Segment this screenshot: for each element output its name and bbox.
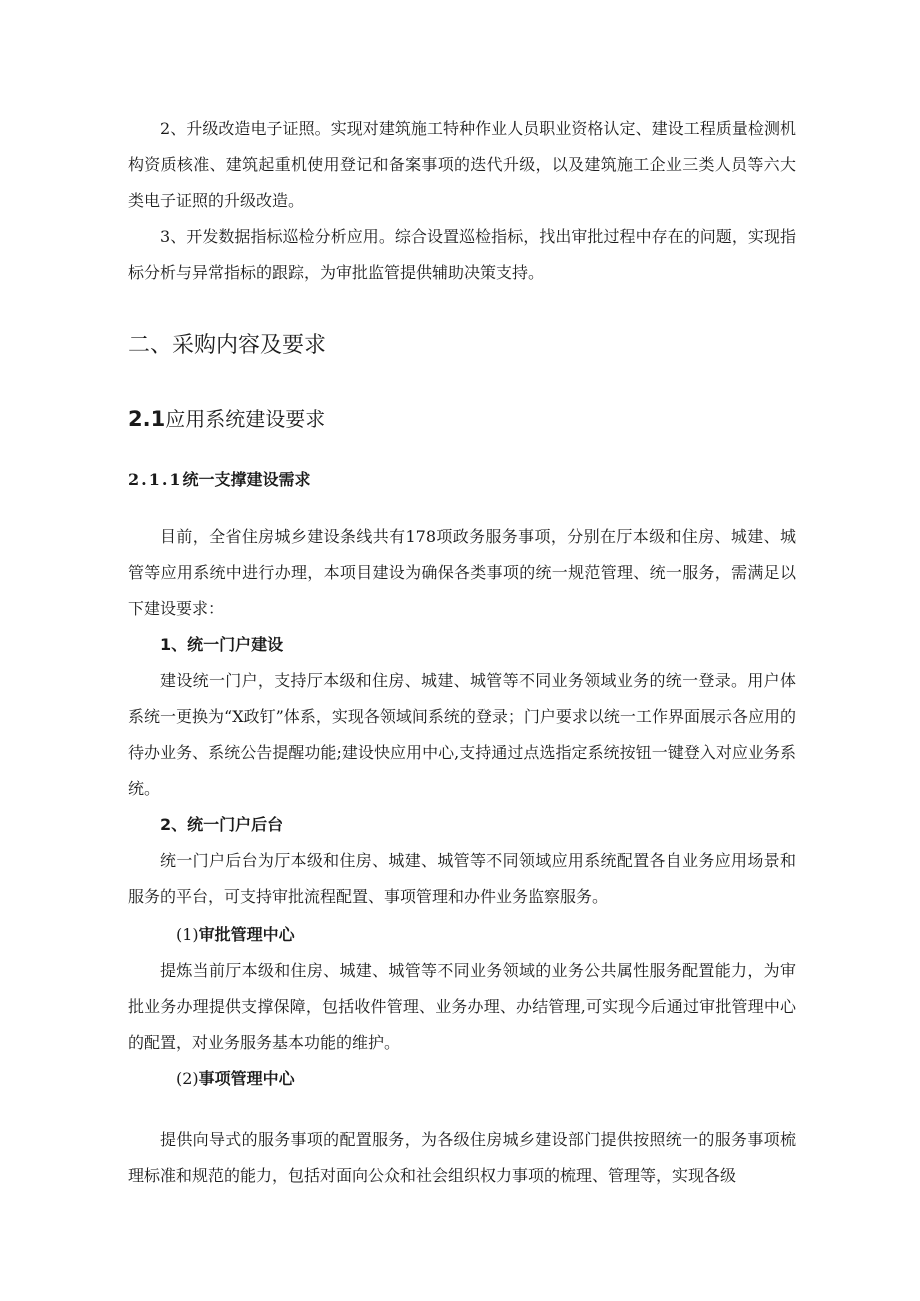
subsection-heading-2-1 [128, 404, 796, 434]
paragraph-intro: 目前，全省住房城乡建设条线共有178项政务服务事项，分别在厅本级和住房、城建、城管等应用系统中进行办理，本项目建设为确保各类事项的统一规范管理、统一服务，需满足以下建设要求： [128, 527, 796, 618]
paragraph-upgrade-certificates: 2、升级改造电子证照。实现对建筑施工特种作业人员职业资格认定、建设工程质量检测机构资质核准、建筑起重机使用登记和备案事项的迭代升级，以及建筑施工企业三类人员等六大类电子证照的升级改造。 [128, 119, 796, 210]
paragraph-portal: 建设统一门户，支持厅本级和住房、城建、城管等不同业务领域业务的统一登录。用户体系统一更换为“X政钉”体系，实现各领域间系统的登录；门户要求以统一工作界面展示各应用的待办业务、系统公告提醒功能;建设快应用中心,支持通过点选指定系统按钮一键登入对应业务系统。 [128, 671, 796, 798]
item-heading-approval-center [128, 917, 796, 953]
subsection-heading-2-1-1 [128, 465, 796, 495]
section-heading-procurement: 二、采购内容及要求 [128, 333, 327, 358]
heading-number: 2.1.1 [128, 470, 183, 489]
paragraph-backend: 统一门户后台为厅本级和住房、城建、城管等不同领域应用系统配置各自业务应用场景和服务的平台，可支持审批流程配置、事项管理和办件业务监察服务。 [128, 851, 796, 906]
paragraph-approval-center: 提炼当前厅本级和住房、城建、城管等不同业务领域的业务公共属性服务配置能力，为审批业务办理提供支撑保障，包括收件管理、业务办理、办结管理,可实现今后通过审批管理中心的配置，对业务服务基本功能的维护。 [128, 961, 796, 1052]
item-heading-items-center [128, 1061, 796, 1097]
heading-text: 统一支撑建设需求 [182, 470, 311, 489]
item-heading-portal: 1、统一门户建设 [160, 635, 284, 654]
heading-number: 2.1 [128, 407, 166, 431]
item-number: (1) [176, 925, 199, 944]
heading-text: 应用系统建设要求 [165, 407, 326, 431]
item-text: 事项管理中心 [198, 1069, 295, 1088]
paragraph-inspection-analysis: 3、开发数据指标巡检分析应用。综合设置巡检指标，找出审批过程中存在的问题，实现指标分析与异常指标的跟踪，为审批监管提供辅助决策支持。 [128, 227, 796, 282]
paragraph-items-center: 提供向导式的服务事项的配置服务，为各级住房城乡建设部门提供按照统一的服务事项梳理标准和规范的能力，包括对面向公众和社会组织权力事项的梳理、管理等，实现各级 [128, 1130, 796, 1185]
item-text: 审批管理中心 [198, 925, 295, 944]
item-heading-backend: 2、统一门户后台 [160, 815, 284, 834]
item-number: (2) [176, 1069, 199, 1088]
